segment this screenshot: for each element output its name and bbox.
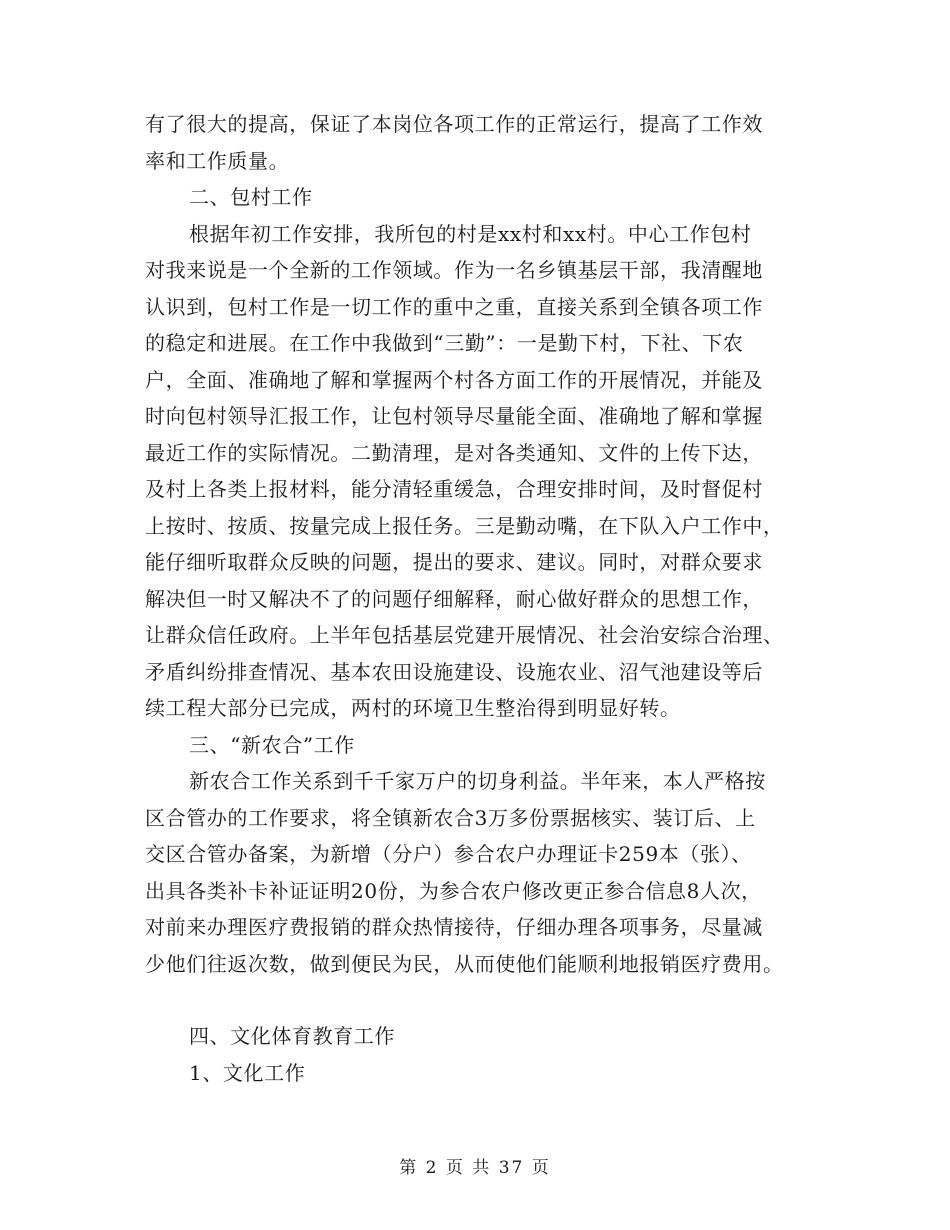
paragraph-line: 的稳定和进展。在工作中我做到“三勤”：一是勤下村，下社、下农 xyxy=(145,331,744,355)
paragraph-line: 户，全面、准确地了解和掌握两个村各方面工作的开展情况，并能及 xyxy=(145,367,763,392)
paragraph-line: 新农合工作关系到千千家万户的切身利益。半年来，本人严格按 xyxy=(189,769,766,793)
paragraph-line: 续工程大部分已完成，两村的环境卫生整治得到明显好转。 xyxy=(145,696,681,720)
paragraph-line: 区合管办的工作要求，将全镇新农合3万多份票据核实、装订后、上 xyxy=(145,805,756,830)
paragraph-line: 能仔细听取群众反映的问题，提出的要求、建议。同时，对群众要求 xyxy=(145,550,763,574)
paragraph-line: 根据年初工作安排，我所包的村是xx村和xx村。中心工作包村 xyxy=(189,221,752,246)
section-heading: 四、文化体育教育工作 xyxy=(189,1024,395,1048)
section-heading: 二、包村工作 xyxy=(189,185,313,209)
paragraph-line: 解决但一时又解决不了的问题仔细解释，耐心做好群众的思想工作， xyxy=(145,586,763,611)
page-number-footer: 第 2 页 共 37 页 xyxy=(399,1158,551,1178)
paragraph-gap xyxy=(145,982,810,1018)
paragraph-line: 对我来说是一个全新的工作领域。作为一名乡镇基层干部，我清醒地 xyxy=(145,258,763,282)
paragraph-line: 时向包村领导汇报工作，让包村领导尽量能全面、准确地了解和掌握 xyxy=(145,404,763,428)
document-body xyxy=(145,106,810,1091)
paragraph-line: 最近工作的实际情况。二勤清理，是对各类通知、文件的上传下达， xyxy=(145,440,763,465)
paragraph-line: 率和工作质量。 xyxy=(145,148,290,173)
paragraph-line: 有了很大的提高，保证了本岗位各项工作的正常运行，提高了工作效 xyxy=(145,112,763,136)
paragraph-line: 出具各类补卡补证证明20份，为参合农户修改更正参合信息8人次， xyxy=(145,878,762,903)
paragraph-line: 对前来办理医疗费报销的群众热情接待，仔细办理各项事务，尽量减 xyxy=(145,915,763,939)
paragraph-line: 上按时、按质、按量完成上报任务。三是勤动嘴，在下队入户工作中， xyxy=(145,513,784,538)
section-heading: 三、“新农合”工作 xyxy=(189,732,355,757)
subsection-heading: 1、文化工作 xyxy=(189,1060,306,1085)
paragraph-line: 让群众信任政府。上半年包括基层党建开展情况、社会治安综合治理、 xyxy=(145,623,784,647)
paragraph-line: 少他们往返次数，做到便民为民，从而使他们能顺利地报销医疗费用。 xyxy=(145,951,784,976)
paragraph-line: 矛盾纠纷排查情况、基本农田设施建设、设施农业、沼气池建设等后 xyxy=(145,659,763,684)
paragraph-line: 认识到，包村工作是一切工作的重中之重，直接关系到全镇各项工作 xyxy=(145,294,763,319)
paragraph-line: 及村上各类上报材料，能分清轻重缓急，合理安排时间，及时督促村 xyxy=(145,477,763,501)
paragraph-line: 交区合管办备案，为新增（分户）参合农户办理证卡259本（张）、 xyxy=(145,842,752,866)
